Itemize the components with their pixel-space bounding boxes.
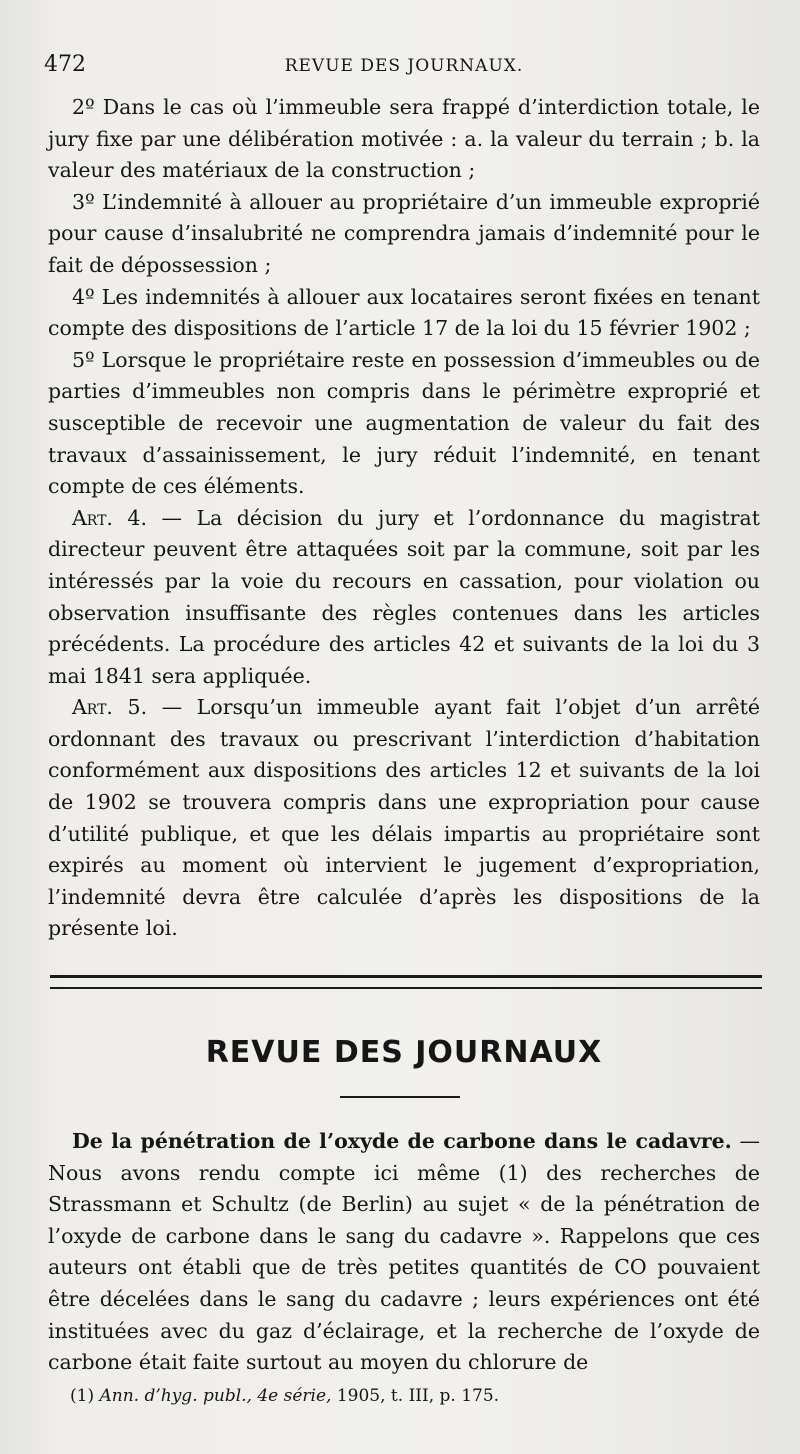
article-title: De la pénétration de l’oxyde de carbone dans le cadavre.	[72, 1129, 732, 1153]
article-paragraph	[48, 1126, 760, 1379]
section-divider	[50, 975, 762, 989]
article-4-text: — La décision du jury et l’ordonnance du magistrat directeur peuvent être attaquées soit par la commune, soit par les intéressés par la voie du recours en cassation, pour violation ou observation insuffisante des règles contenues dans les articles précédents. La procédure des articles 42 et suivants de la loi du 3 mai 1841 sera appliquée.	[48, 505, 761, 688]
paragraph-3: 3º L’indemnité à allouer au propriétaire d’un immeuble exproprié pour cause d’insalubrité ne comprendra jamais d’indemnité pour le fait de dépossession ;	[48, 189, 760, 277]
page-number: 472	[44, 52, 86, 77]
article-5-text: — Lorsqu’un immeuble ayant fait l’objet d’un arrêté ordonnant des travaux ou prescrivant l’interdiction d’habitation conformément aux dispositions des articles 12 et suivants de la loi de 1902 se trouvera compris dans une expropriation pour cause d’utilité publique, et que les délais impartis au propriétaire sont expirés au moment où intervient le jugement d’expropriation, l’indemnité devra être calculée d’après les dispositions de la présente loi.	[48, 695, 761, 941]
article-5-label: Art. 5.	[72, 695, 148, 720]
page-header	[44, 52, 764, 88]
footnote-details: 1905, t. III, p. 175.	[331, 1386, 500, 1406]
article-5	[48, 692, 760, 945]
article-4	[48, 503, 760, 693]
running-title: REVUE DES JOURNAUX.	[284, 56, 524, 76]
journal-article	[48, 1126, 760, 1379]
footnote	[70, 1384, 760, 1408]
paragraph-2: 2º Dans le cas où l’immeuble sera frappé d’interdiction totale, le jury fixe par une délibération motivée : a. la valeur du terrain ; b. la valeur des matériaux de la construction ;	[48, 95, 760, 183]
paragraph-5: 5º Lorsque le propriétaire reste en possession d’immeubles ou de parties d’immeubles non compris dans le périmètre exproprié et susceptible de recevoir une augmentation de valeur du fait des travaux d’assainissement, le jury réduit l’indemnité, en tenant compte de ces éléments.	[48, 347, 760, 499]
footnote-marker: (1)	[70, 1386, 100, 1406]
law-text	[48, 92, 760, 945]
section-title: REVUE DES JOURNAUX	[205, 1035, 603, 1070]
article-4-label: Art. 4.	[72, 505, 147, 530]
article-text: — Nous avons rendu compte ici même (1) des recherches de Strassmann et Schultz (de Berlin) au sujet « de la pénétration de l’oxyde de carbone dans le sang du cadavre ». Rappelons que ces auteurs ont établi que de très petites quantités de CO pouvaient être décelées dans le sang du cadavre ; leurs expériences ont été instituées avec du gaz d’éclairage, et la recherche de l’oxyde de carbone était faite surtout au moyen du chlorure de	[48, 1129, 760, 1375]
footnote-source: Ann. d’hyg. publ., 4e série,	[99, 1386, 332, 1406]
title-underline	[340, 1096, 460, 1098]
paragraph-4: 4º Les indemnités à allouer aux locataires seront fixées en tenant compte des dispositions de l’article 17 de la loi du 15 février 1902 ;	[48, 284, 760, 341]
